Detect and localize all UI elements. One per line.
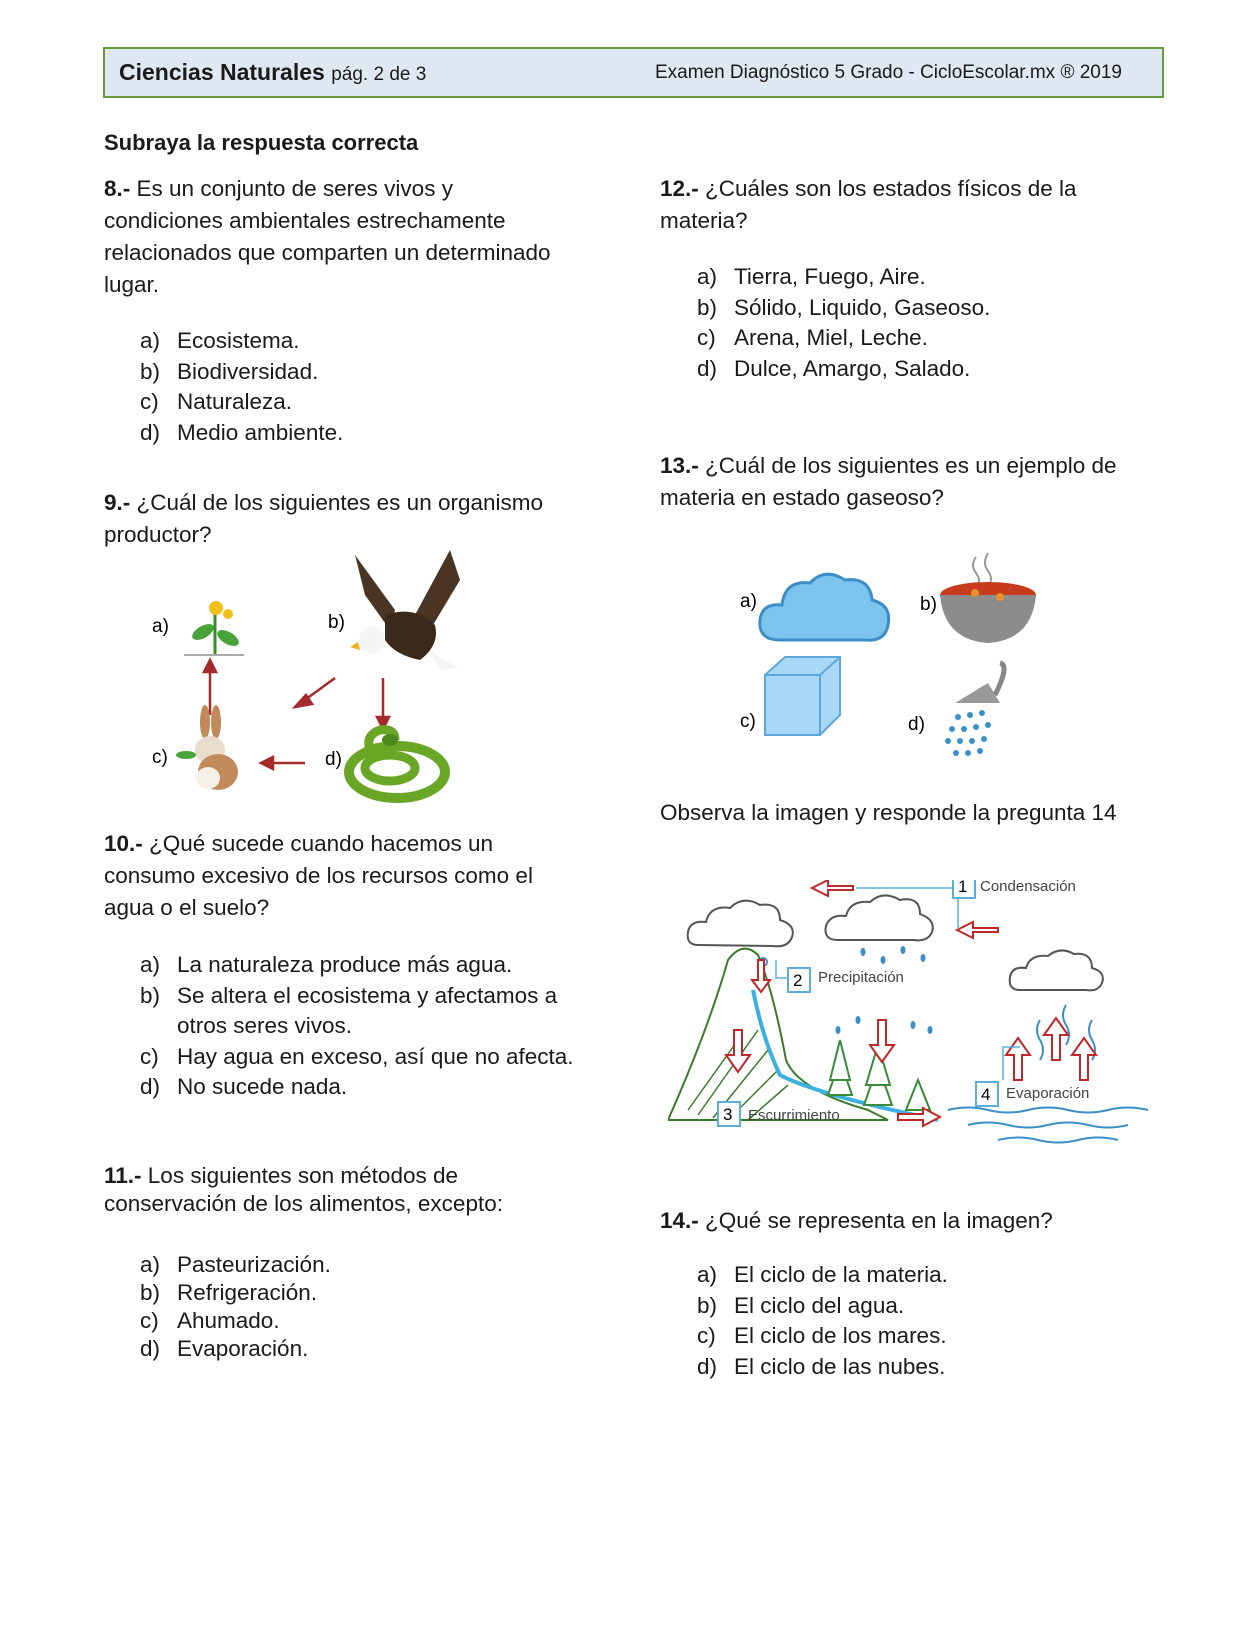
option[interactable]: b) Sólido, Liquido, Gaseoso. xyxy=(697,294,991,320)
stage-precipitation xyxy=(788,968,904,992)
option-a-label[interactable]: a) xyxy=(152,616,169,637)
option[interactable]: b) Refrigeración. xyxy=(140,1280,318,1305)
ice-cube-icon[interactable] xyxy=(765,657,840,735)
option[interactable]: b) El ciclo del agua. xyxy=(697,1292,905,1318)
option[interactable]: d) No sucede nada. xyxy=(140,1074,348,1099)
svg-text:2: 2 xyxy=(793,971,803,990)
question-10-options xyxy=(140,950,580,1103)
option[interactable]: c) El ciclo de los mares. xyxy=(697,1323,947,1348)
svg-text:Escurrimiento: Escurrimiento xyxy=(748,1107,840,1124)
plant-icon[interactable] xyxy=(184,601,244,655)
option[interactable]: b) Se altera el ecosistema y afectamos a otros seres vivos. xyxy=(140,982,558,1038)
option[interactable]: d) Dulce, Amargo, Salado. xyxy=(697,355,971,381)
rabbit-icon[interactable] xyxy=(176,705,238,790)
states-of-matter-images xyxy=(730,545,1070,785)
svg-text:1: 1 xyxy=(958,880,968,896)
question-number: 9.- xyxy=(104,490,131,515)
question-text: ¿Qué se representa en la imagen? xyxy=(705,1208,1053,1233)
question-number: 14.- xyxy=(660,1208,699,1233)
option[interactable]: a) Ecosistema. xyxy=(140,328,300,353)
question-number: 8.- xyxy=(104,176,131,201)
option-c-label[interactable]: c) xyxy=(152,747,168,768)
svg-text:4: 4 xyxy=(981,1085,991,1104)
question-text: ¿Cuál de los siguientes es un ejemplo de materia en estado gaseoso? xyxy=(660,453,1117,510)
subject-name: Ciencias Naturales xyxy=(119,59,325,85)
option-d-label[interactable]: d) xyxy=(908,714,925,735)
water-cycle-diagram xyxy=(668,880,1180,1180)
option[interactable]: c) Naturaleza. xyxy=(140,389,293,414)
option[interactable]: b) Biodiversidad. xyxy=(140,358,319,384)
question-12-options xyxy=(697,262,1137,384)
page-header xyxy=(103,47,1164,98)
stage-evaporation xyxy=(976,1082,1089,1106)
question-12 xyxy=(660,173,1130,237)
question-8 xyxy=(104,173,564,301)
snake-icon[interactable] xyxy=(349,730,445,798)
option[interactable]: d) El ciclo de las nubes. xyxy=(697,1353,946,1379)
question-number: 10.- xyxy=(104,831,143,856)
stage-condensation xyxy=(953,880,1076,898)
question-14 xyxy=(660,1205,1130,1237)
option-b-label[interactable]: b) xyxy=(920,594,937,615)
eagle-icon[interactable] xyxy=(350,550,460,670)
question-text: Los siguientes son métodos de conservación de los alimentos, excepto: xyxy=(104,1163,503,1216)
option[interactable]: c) Hay agua en exceso, así que no afecta. xyxy=(140,1043,574,1069)
question-13 xyxy=(660,450,1130,514)
question-number: 12.- xyxy=(660,176,699,201)
option[interactable]: d) Medio ambiente. xyxy=(140,419,344,445)
instruction-heading: Subraya la respuesta correcta xyxy=(104,130,419,155)
question-14-options xyxy=(697,1260,1137,1382)
option[interactable]: a) Pasteurización. xyxy=(140,1252,331,1277)
question-text: ¿Cuáles son los estados físicos de la materia? xyxy=(660,176,1077,233)
question-10 xyxy=(104,828,584,924)
option-d-label[interactable]: d) xyxy=(325,749,342,770)
question-9 xyxy=(104,487,604,551)
question-11 xyxy=(104,1162,574,1218)
option-c-label[interactable]: c) xyxy=(740,711,756,732)
svg-text:Precipitación: Precipitación xyxy=(818,969,904,986)
svg-text:Evaporación: Evaporación xyxy=(1006,1085,1090,1102)
option[interactable]: c) Arena, Miel, Leche. xyxy=(697,325,928,350)
question-text: ¿Cuál de los siguientes es un organismo productor? xyxy=(104,490,544,547)
option[interactable]: a) La naturaleza produce más agua. xyxy=(140,952,513,977)
question-number: 11.- xyxy=(104,1163,142,1188)
option-a-label[interactable]: a) xyxy=(740,591,757,612)
soup-bowl-icon[interactable] xyxy=(940,553,1036,643)
page-number: pág. 2 de 3 xyxy=(331,64,427,85)
question-11-options xyxy=(140,1251,560,1363)
option-b-label[interactable]: b) xyxy=(328,612,345,633)
exam-title: Examen Diagnóstico 5 Grado - CicloEscolar.mx ® 2019 xyxy=(654,62,1122,83)
svg-text:Condensación: Condensación xyxy=(980,880,1076,895)
option[interactable]: a) Tierra, Fuego, Aire. xyxy=(697,264,926,289)
question-number: 13.- xyxy=(660,453,699,478)
shower-icon[interactable] xyxy=(945,663,1004,756)
option[interactable]: a) El ciclo de la materia. xyxy=(697,1262,948,1287)
question-text: Es un conjunto de seres vivos y condiciones ambientales estrechamente relacionados que comparten un determinado lugar. xyxy=(104,176,551,297)
svg-text:3: 3 xyxy=(723,1105,733,1124)
subject-title xyxy=(119,59,426,86)
question-text: ¿Qué sucede cuando hacemos un consumo excesivo de los recursos como el agua o el suelo? xyxy=(104,831,533,920)
option[interactable]: d) Evaporación. xyxy=(140,1336,309,1361)
question-8-options xyxy=(140,326,560,448)
food-chain-diagram xyxy=(140,550,480,820)
option[interactable]: c) Ahumado. xyxy=(140,1308,280,1333)
cloud-icon[interactable] xyxy=(760,574,889,640)
water-waves xyxy=(948,1108,1148,1143)
observe-instruction: Observa la imagen y responde la pregunta 14 xyxy=(660,800,1117,825)
